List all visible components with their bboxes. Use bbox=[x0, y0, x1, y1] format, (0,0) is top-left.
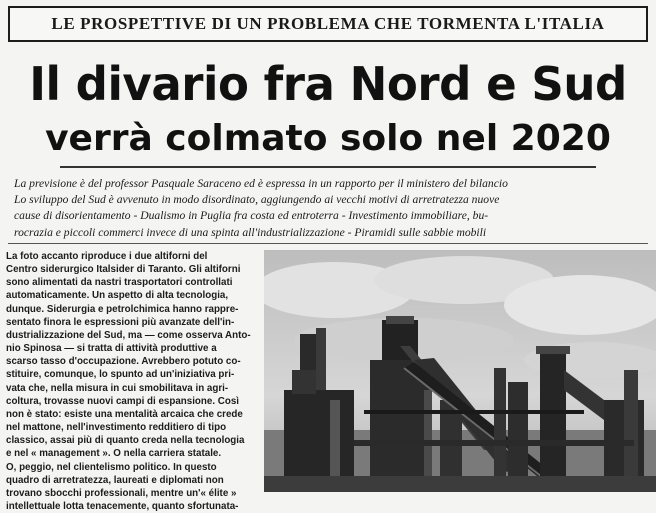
body-line: quadro di arretratezza, laureati e diplomati non bbox=[6, 474, 224, 486]
body-line: Centro siderurgico Italsider di Taranto. Gli altiforni bbox=[6, 264, 241, 276]
summary-line: Lo sviluppo del Sud è avvenuto in modo disordinato, aggiungendo ai vecchi motivi di arretratezza nuove bbox=[14, 193, 500, 207]
body-line: scarso tasso d'occupazione. Avrebbero potuto co- bbox=[6, 356, 241, 368]
summary-line: La previsione è del professor Pasquale Saraceno ed è espressa in un rapporto per il ministero del bilancio bbox=[14, 177, 508, 190]
body-line: e nel « management ». O nella carriera statale. bbox=[6, 448, 222, 460]
body-line: dunque. Siderurgia e petrolchimica hanno rappre- bbox=[6, 303, 239, 315]
body-line: automaticamente. Un aspetto di alta tecnologia, bbox=[6, 290, 229, 302]
body-line: classico, assai più di quanto creda nella tecnologia bbox=[6, 435, 245, 447]
body-line: nel mattone, nell'investimento redditiero di tipo bbox=[6, 422, 227, 434]
body-line: trovano sbocchi professionali, mentre un'« élite » bbox=[6, 487, 237, 499]
headline-rule bbox=[60, 166, 596, 168]
body-line: dustrializzazione del Sud, ma — come osserva Anto- bbox=[6, 329, 251, 341]
body-line: coltura, trovasse nuovi campi di espansione. Così bbox=[6, 395, 240, 407]
body-line: nio Spinosa — si tratta di attività produttive a bbox=[6, 343, 217, 355]
body-line: vata che, nella misura in cui smobilitava in agri- bbox=[6, 382, 229, 394]
steelworks-photo bbox=[264, 250, 656, 492]
body-column bbox=[6, 250, 258, 513]
summary-line: cause di disorientamento - Dualismo in Puglia fra costa ed entroterra - Investimento immobiliare, bu- bbox=[14, 209, 489, 223]
summary-line: rocrazia e piccoli commerci invece di una spinta all'industrializzazione - Piramidi sulle sabbie mobili bbox=[14, 225, 487, 239]
summary-rule bbox=[8, 243, 648, 244]
body-line: O, peggio, nel clientelismo politico. In questo bbox=[6, 461, 217, 473]
kicker: LE PROSPETTIVE DI UN PROBLEMA CHE TORMENTA L'ITALIA bbox=[51, 14, 605, 33]
kicker-box bbox=[8, 6, 648, 42]
body-line: intellettuale lotta tenacemente, quanto sfortunata- bbox=[6, 500, 239, 512]
body-line: stituire, comunque, lo spunto ad un'iniziativa pri- bbox=[6, 369, 235, 381]
summary bbox=[14, 176, 644, 241]
body-line: sentato finora le espressioni più avanzate dell'in- bbox=[6, 316, 235, 328]
body-line: sono alimentati da nastri trasportatori controllati bbox=[6, 277, 233, 289]
headline-line-2: verrà colmato solo nel 2020 bbox=[45, 118, 611, 159]
body-line: non è stato: esiste una mentalità arcaica che crede bbox=[6, 408, 243, 420]
body-line: La foto accanto riproduce i due altiforni del bbox=[6, 251, 208, 262]
headline-line-1: Il divario fra Nord e Sud bbox=[29, 57, 627, 111]
blast-furnace-image bbox=[264, 250, 656, 492]
